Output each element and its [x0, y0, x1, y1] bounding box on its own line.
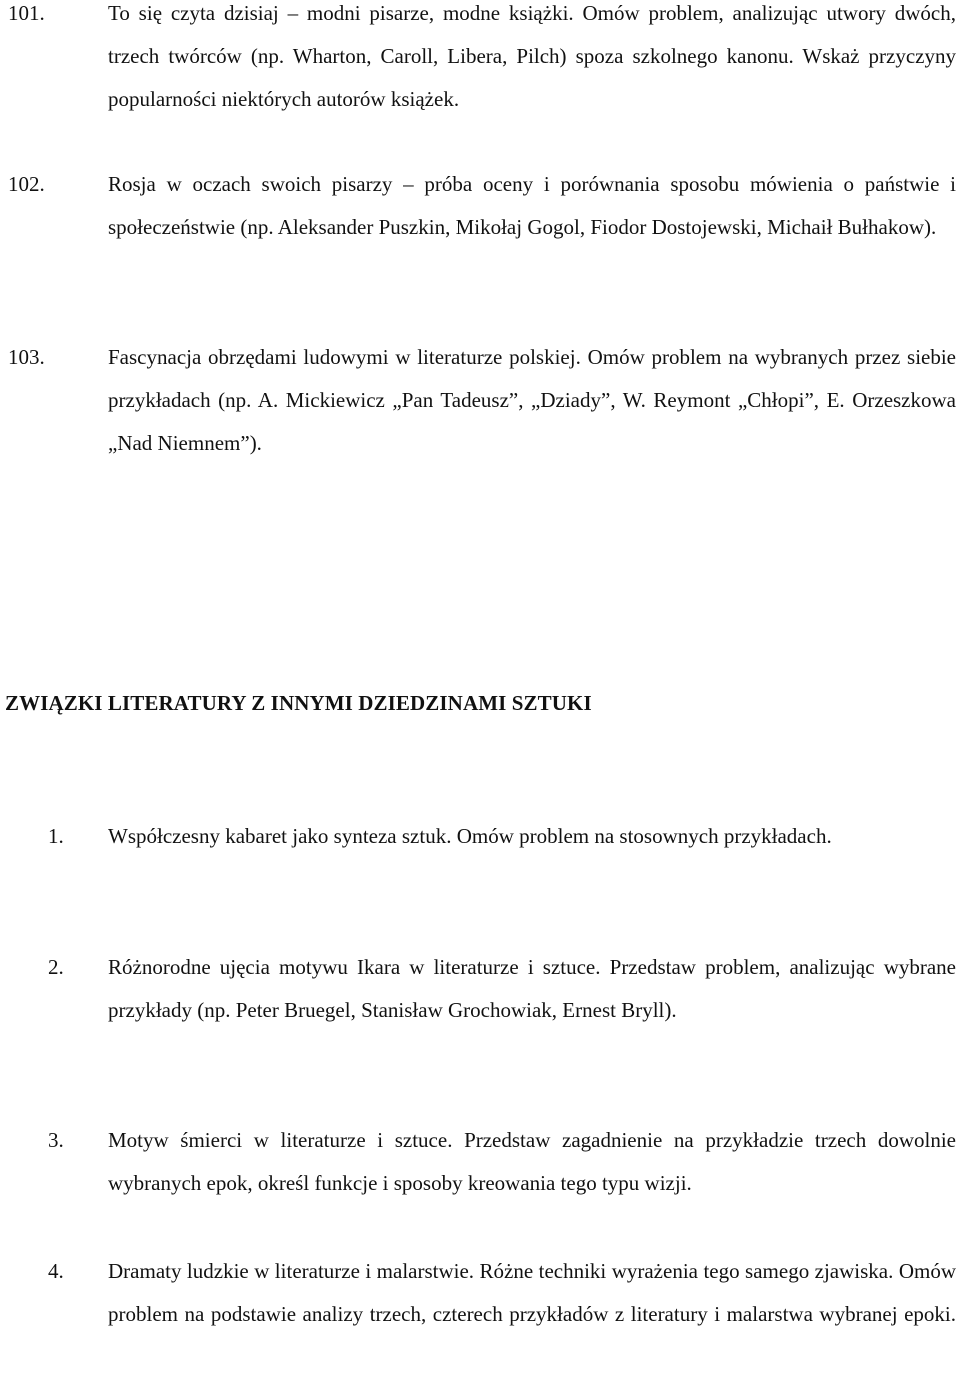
item-text: Dramaty ludzkie w literaturze i malarstwie. Różne techniki wyrażenia tego samego zjawiska. Omów problem na podstawie analizy trzech, czterech przykładów z literatury i malarstwa wybranej epoki. — [108, 1259, 956, 1326]
item-text: Współczesny kabaret jako synteza sztuk. Omów problem na stosownych przykładach. — [108, 824, 832, 848]
item-text: To się czyta dzisiaj – modni pisarze, modne książki. Omów problem, analizując utwory dwóch, trzech twórców (np. Wharton, Caroll, Libera, Pilch) spoza szkolnego kanonu. Wskaż przyczyny popularności niektórych autorów książek. — [108, 1, 956, 111]
list-item-102 — [0, 163, 956, 249]
list-item-101 — [0, 0, 956, 121]
section-heading: ZWIĄZKI LITERATURY Z INNYMI DZIEDZINAMI SZTUKI — [5, 691, 592, 715]
item-number: 2. — [48, 955, 64, 979]
item-text: Różnorodne ujęcia motywu Ikara w literaturze i sztuce. Przedstaw problem, analizując wybrane przykłady (np. Peter Bruegel, Stanisław Grochowiak, Ernest Bryll). — [108, 955, 956, 1022]
item-number: 3. — [48, 1128, 64, 1152]
item-text: Motyw śmierci w literaturze i sztuce. Przedstaw zagadnienie na przykładzie trzech dowolnie wybranych epok, określ funkcje i sposoby kreowania tego typu wizji. — [108, 1128, 956, 1195]
item-number: 4. — [48, 1259, 64, 1283]
item-number: 1. — [48, 824, 64, 848]
list-item-103 — [0, 336, 956, 465]
item-number: 101. — [8, 1, 45, 25]
list-item-4 — [0, 1250, 956, 1336]
item-text: Rosja w oczach swoich pisarzy – próba oceny i porównania sposobu mówienia o państwie i społeczeństwie (np. Aleksander Puszkin, Mikołaj Gogol, Fiodor Dostojewski, Michaił Bułhakow). — [108, 172, 956, 239]
list-item-3 — [0, 1119, 956, 1205]
list-item-2 — [0, 946, 956, 1032]
list-item-1 — [0, 815, 956, 858]
item-text: Fascynacja obrzędami ludowymi w literaturze polskiej. Omów problem na wybranych przez siebie przykładach (np. A. Mickiewicz „Pan Tadeusz”, „Dziady”, W. Reymont „Chłopi”, E. Orzeszkowa „Nad Niemnem”). — [108, 345, 956, 455]
item-number: 103. — [8, 345, 45, 369]
item-number: 102. — [8, 172, 45, 196]
